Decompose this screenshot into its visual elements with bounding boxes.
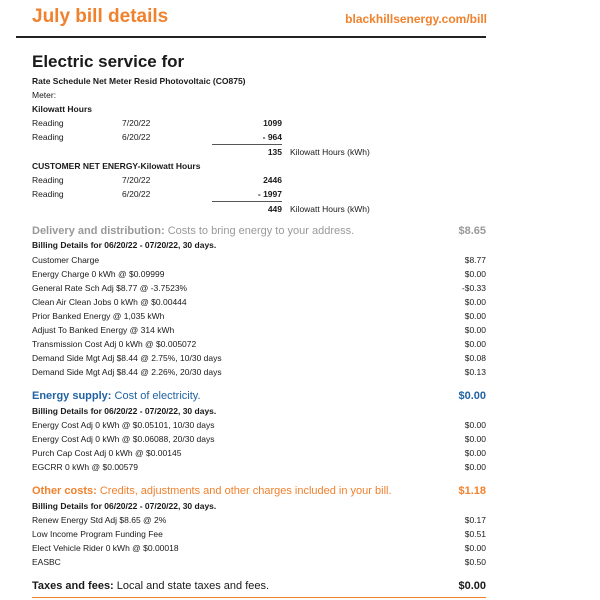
line-item-label: Energy Cost Adj 0 kWh @ $0.05101, 10/30 days bbox=[32, 420, 215, 430]
delivery-section-header bbox=[32, 223, 486, 239]
reading-label: Reading bbox=[32, 118, 64, 128]
line-item-value: -$0.33 bbox=[461, 283, 486, 293]
supply-section-header bbox=[32, 388, 486, 404]
line-item-label: Customer Charge bbox=[32, 255, 100, 265]
line-item-value: $0.00 bbox=[464, 420, 486, 430]
line-item bbox=[32, 351, 486, 365]
line-item-value: $0.00 bbox=[464, 269, 486, 279]
line-item-label: EASBC bbox=[32, 557, 61, 567]
line-item-label: Prior Banked Energy @ 1,035 kWh bbox=[32, 311, 165, 321]
other-desc: Credits, adjustments and other charges included in your bill. bbox=[96, 485, 392, 497]
supply-amount: $0.00 bbox=[458, 390, 486, 402]
line-item-label: EGCRR 0 kWh @ $0.00579 bbox=[32, 462, 138, 472]
line-item-label: Clean Air Clean Jobs 0 kWh @ $0.00444 bbox=[32, 297, 187, 307]
line-item bbox=[32, 418, 486, 432]
net-total-row bbox=[32, 202, 432, 216]
line-item bbox=[32, 309, 486, 323]
reading-total-unit: Kilowatt Hours (kWh) bbox=[290, 147, 370, 157]
reading-row bbox=[32, 130, 332, 144]
line-item-value: $0.17 bbox=[464, 515, 486, 525]
delivery-amount: $8.65 bbox=[458, 225, 486, 237]
rate-schedule: Rate Schedule Net Meter Resid Photovoltaic (CO875) bbox=[32, 76, 246, 86]
line-item-label: Adjust To Banked Energy @ 314 kWh bbox=[32, 325, 175, 335]
line-item-value: $0.50 bbox=[464, 557, 486, 567]
line-item-label: Elect Vehicle Rider 0 kWh @ $0.00018 bbox=[32, 543, 179, 553]
supply-name: Energy supply: bbox=[32, 390, 112, 402]
reading-total: 135 bbox=[267, 147, 282, 157]
reading-date: 6/20/22 bbox=[122, 189, 151, 199]
net-reading-row bbox=[32, 173, 332, 187]
electric-service-heading: Electric service for bbox=[32, 52, 185, 71]
line-item bbox=[32, 555, 486, 569]
line-item bbox=[32, 295, 486, 309]
delivery-name: Delivery and distribution: bbox=[32, 225, 165, 237]
line-item bbox=[32, 541, 486, 555]
line-item bbox=[32, 281, 486, 295]
taxes-desc: Local and state taxes and fees. bbox=[113, 580, 270, 592]
supply-billing-details: Billing Details for 06/20/22 - 07/20/22, 30 days. bbox=[32, 406, 217, 416]
reading-total-row bbox=[32, 145, 432, 159]
header-divider bbox=[16, 36, 486, 38]
line-item-value: $0.00 bbox=[464, 434, 486, 444]
other-name: Other costs: bbox=[32, 485, 97, 497]
delivery-billing-details: Billing Details for 06/20/22 - 07/20/22, 30 days. bbox=[32, 240, 217, 250]
reading-label: Reading bbox=[32, 175, 64, 185]
reading-date: 7/20/22 bbox=[122, 175, 151, 185]
meter-label: Meter: bbox=[32, 90, 57, 100]
line-item-value: $0.00 bbox=[464, 462, 486, 472]
line-item bbox=[32, 432, 486, 446]
line-item bbox=[32, 446, 486, 460]
line-item-value: $0.00 bbox=[464, 543, 486, 553]
line-item-label: Low Income Program Funding Fee bbox=[32, 529, 163, 539]
line-item-value: $0.00 bbox=[464, 339, 486, 349]
reading-label: Reading bbox=[32, 132, 64, 142]
supply-desc: Cost of electricity. bbox=[111, 390, 201, 402]
page-title: July bill details bbox=[32, 6, 169, 27]
net-total-unit: Kilowatt Hours (kWh) bbox=[290, 204, 370, 214]
line-item-label: Energy Charge 0 kWh @ $0.09999 bbox=[32, 269, 165, 279]
line-item-value: $0.00 bbox=[464, 311, 486, 321]
reading-value: 2446 bbox=[263, 175, 282, 185]
line-item-value: $0.13 bbox=[464, 367, 486, 377]
line-item bbox=[32, 365, 486, 379]
taxes-name: Taxes and fees: bbox=[32, 580, 114, 592]
line-item bbox=[32, 267, 486, 281]
reading-value: - 964 bbox=[262, 132, 282, 142]
reading-row bbox=[32, 116, 332, 130]
line-item-value: $0.51 bbox=[464, 529, 486, 539]
reading-date: 7/20/22 bbox=[122, 118, 151, 128]
line-item bbox=[32, 513, 486, 527]
line-item-value: $8.77 bbox=[464, 255, 486, 265]
delivery-desc: Costs to bring energy to your address. bbox=[164, 225, 355, 237]
line-item-label: Transmission Cost Adj 0 kWh @ $0.005072 bbox=[32, 339, 197, 349]
taxes-amount: $0.00 bbox=[458, 580, 486, 592]
net-reading-row bbox=[32, 187, 332, 201]
line-item-label: Energy Cost Adj 0 kWh @ $0.06088, 20/30 days bbox=[32, 434, 215, 444]
reading-label: Reading bbox=[32, 189, 64, 199]
line-item bbox=[32, 337, 486, 351]
line-item bbox=[32, 460, 486, 474]
bottom-divider bbox=[32, 597, 486, 598]
page-header bbox=[32, 6, 487, 32]
line-item-label: Purch Cap Cost Adj 0 kWh @ $0.00145 bbox=[32, 448, 182, 458]
line-item-label: Renew Energy Std Adj $8.65 @ 2% bbox=[32, 515, 167, 525]
website-link[interactable]: blackhillsenergy.com/bill bbox=[345, 12, 487, 26]
line-item-label: Demand Side Mgt Adj $8.44 @ 2.75%, 10/30 days bbox=[32, 353, 222, 363]
net-total: 449 bbox=[267, 204, 282, 214]
kwh-heading: Kilowatt Hours bbox=[32, 104, 92, 114]
line-item-label: Demand Side Mgt Adj $8.44 @ 2.26%, 20/30 days bbox=[32, 367, 222, 377]
reading-value: - 1997 bbox=[257, 189, 282, 199]
taxes-section-header bbox=[32, 578, 486, 594]
line-item bbox=[32, 527, 486, 541]
line-item-value: $0.00 bbox=[464, 448, 486, 458]
net-energy-heading: CUSTOMER NET ENERGY-Kilowatt Hours bbox=[32, 161, 201, 171]
other-section-header bbox=[32, 483, 486, 499]
line-item-value: $0.00 bbox=[464, 325, 486, 335]
line-item bbox=[32, 253, 486, 267]
other-billing-details: Billing Details for 06/20/22 - 07/20/22, 30 days. bbox=[32, 501, 217, 511]
line-item bbox=[32, 323, 486, 337]
other-amount: $1.18 bbox=[458, 485, 486, 497]
line-item-label: General Rate Sch Adj $8.77 @ -3.7523% bbox=[32, 283, 188, 293]
line-item-value: $0.00 bbox=[464, 297, 486, 307]
line-item-value: $0.08 bbox=[464, 353, 486, 363]
reading-date: 6/20/22 bbox=[122, 132, 151, 142]
reading-value: 1099 bbox=[263, 118, 282, 128]
